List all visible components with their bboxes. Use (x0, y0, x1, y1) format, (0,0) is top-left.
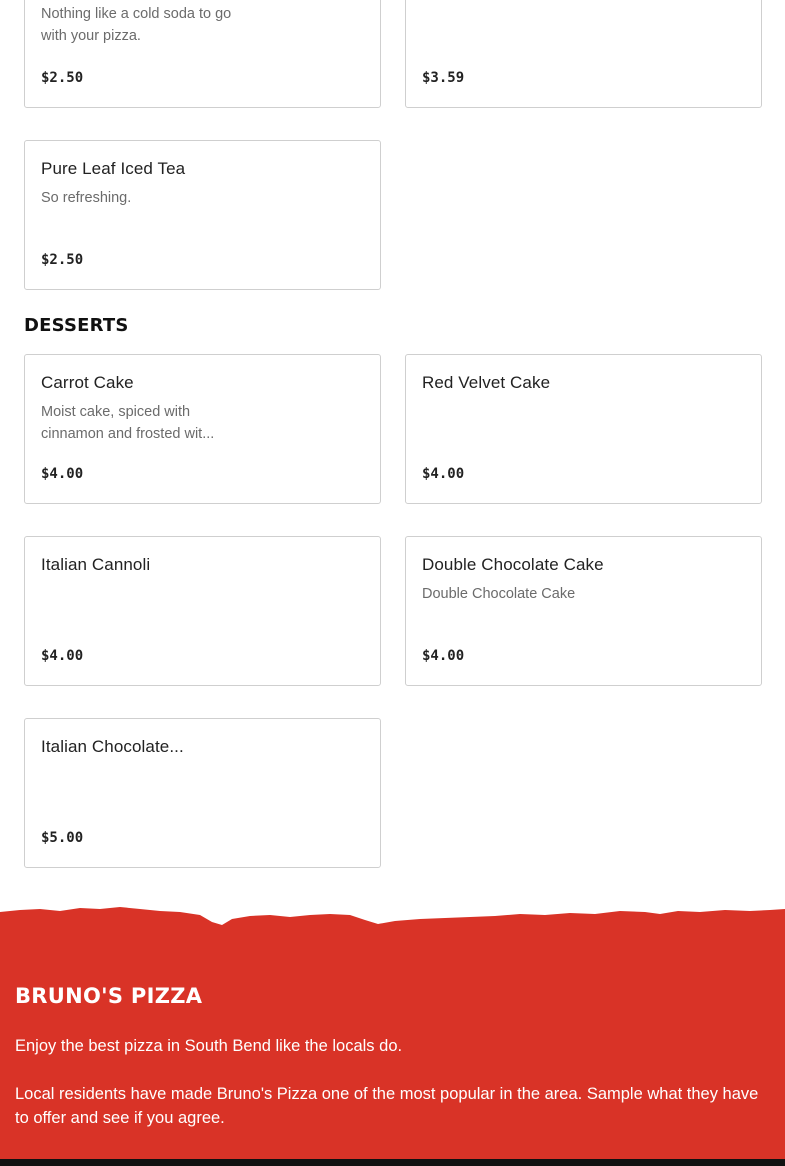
menu-item-card[interactable] (24, 354, 381, 504)
site-footer (0, 900, 785, 1166)
menu-item-price: $4.00 (41, 648, 84, 664)
menu-item-card[interactable] (24, 140, 381, 290)
menu-item-name: Red Velvet Cake (422, 373, 551, 392)
menu-item-name: Pure Leaf Iced Tea (41, 159, 186, 178)
menu-item-description: Moist cake, spiced with cinnamon and frosted wit... (41, 404, 215, 442)
menu-item-card[interactable] (405, 0, 762, 108)
footer-about: Local residents have made Bruno's Pizza one of the most popular in the area. Sample what they have to offer and see if you agree. (15, 1085, 759, 1127)
menu-item-card[interactable] (405, 536, 762, 686)
menu-item-card[interactable] (24, 536, 381, 686)
footer-brand: BRUNO'S PIZZA (15, 984, 203, 1008)
menu-item-name: Carrot Cake (41, 373, 134, 392)
menu-item-price: $3.59 (422, 70, 465, 86)
menu-item-price: $4.00 (41, 466, 84, 482)
menu-item-name: Double Chocolate Cake (422, 555, 604, 574)
footer-tagline: Enjoy the best pizza in South Bend like the locals do. (15, 1037, 403, 1055)
menu-item-price: $2.50 (41, 70, 84, 86)
menu-item-description: Double Chocolate Cake (422, 586, 576, 602)
menu-item-name: Italian Cannoli (41, 555, 151, 574)
menu-item-price: $4.00 (422, 648, 465, 664)
menu-item-card[interactable] (24, 0, 381, 108)
menu-item-card[interactable] (24, 718, 381, 868)
menu-item-price: $2.50 (41, 252, 84, 268)
menu-item-price: $5.00 (41, 830, 84, 846)
menu-item-card[interactable] (405, 354, 762, 504)
footer-bottom-bar (0, 1159, 785, 1166)
menu-item-description: So refreshing. (41, 190, 132, 206)
menu-item-description: Nothing like a cold soda to go with your pizza. (41, 6, 232, 44)
section-title-desserts: DESSERTS (24, 315, 129, 336)
menu-item-name: Italian Chocolate... (41, 737, 184, 756)
menu-item-price: $4.00 (422, 466, 465, 482)
